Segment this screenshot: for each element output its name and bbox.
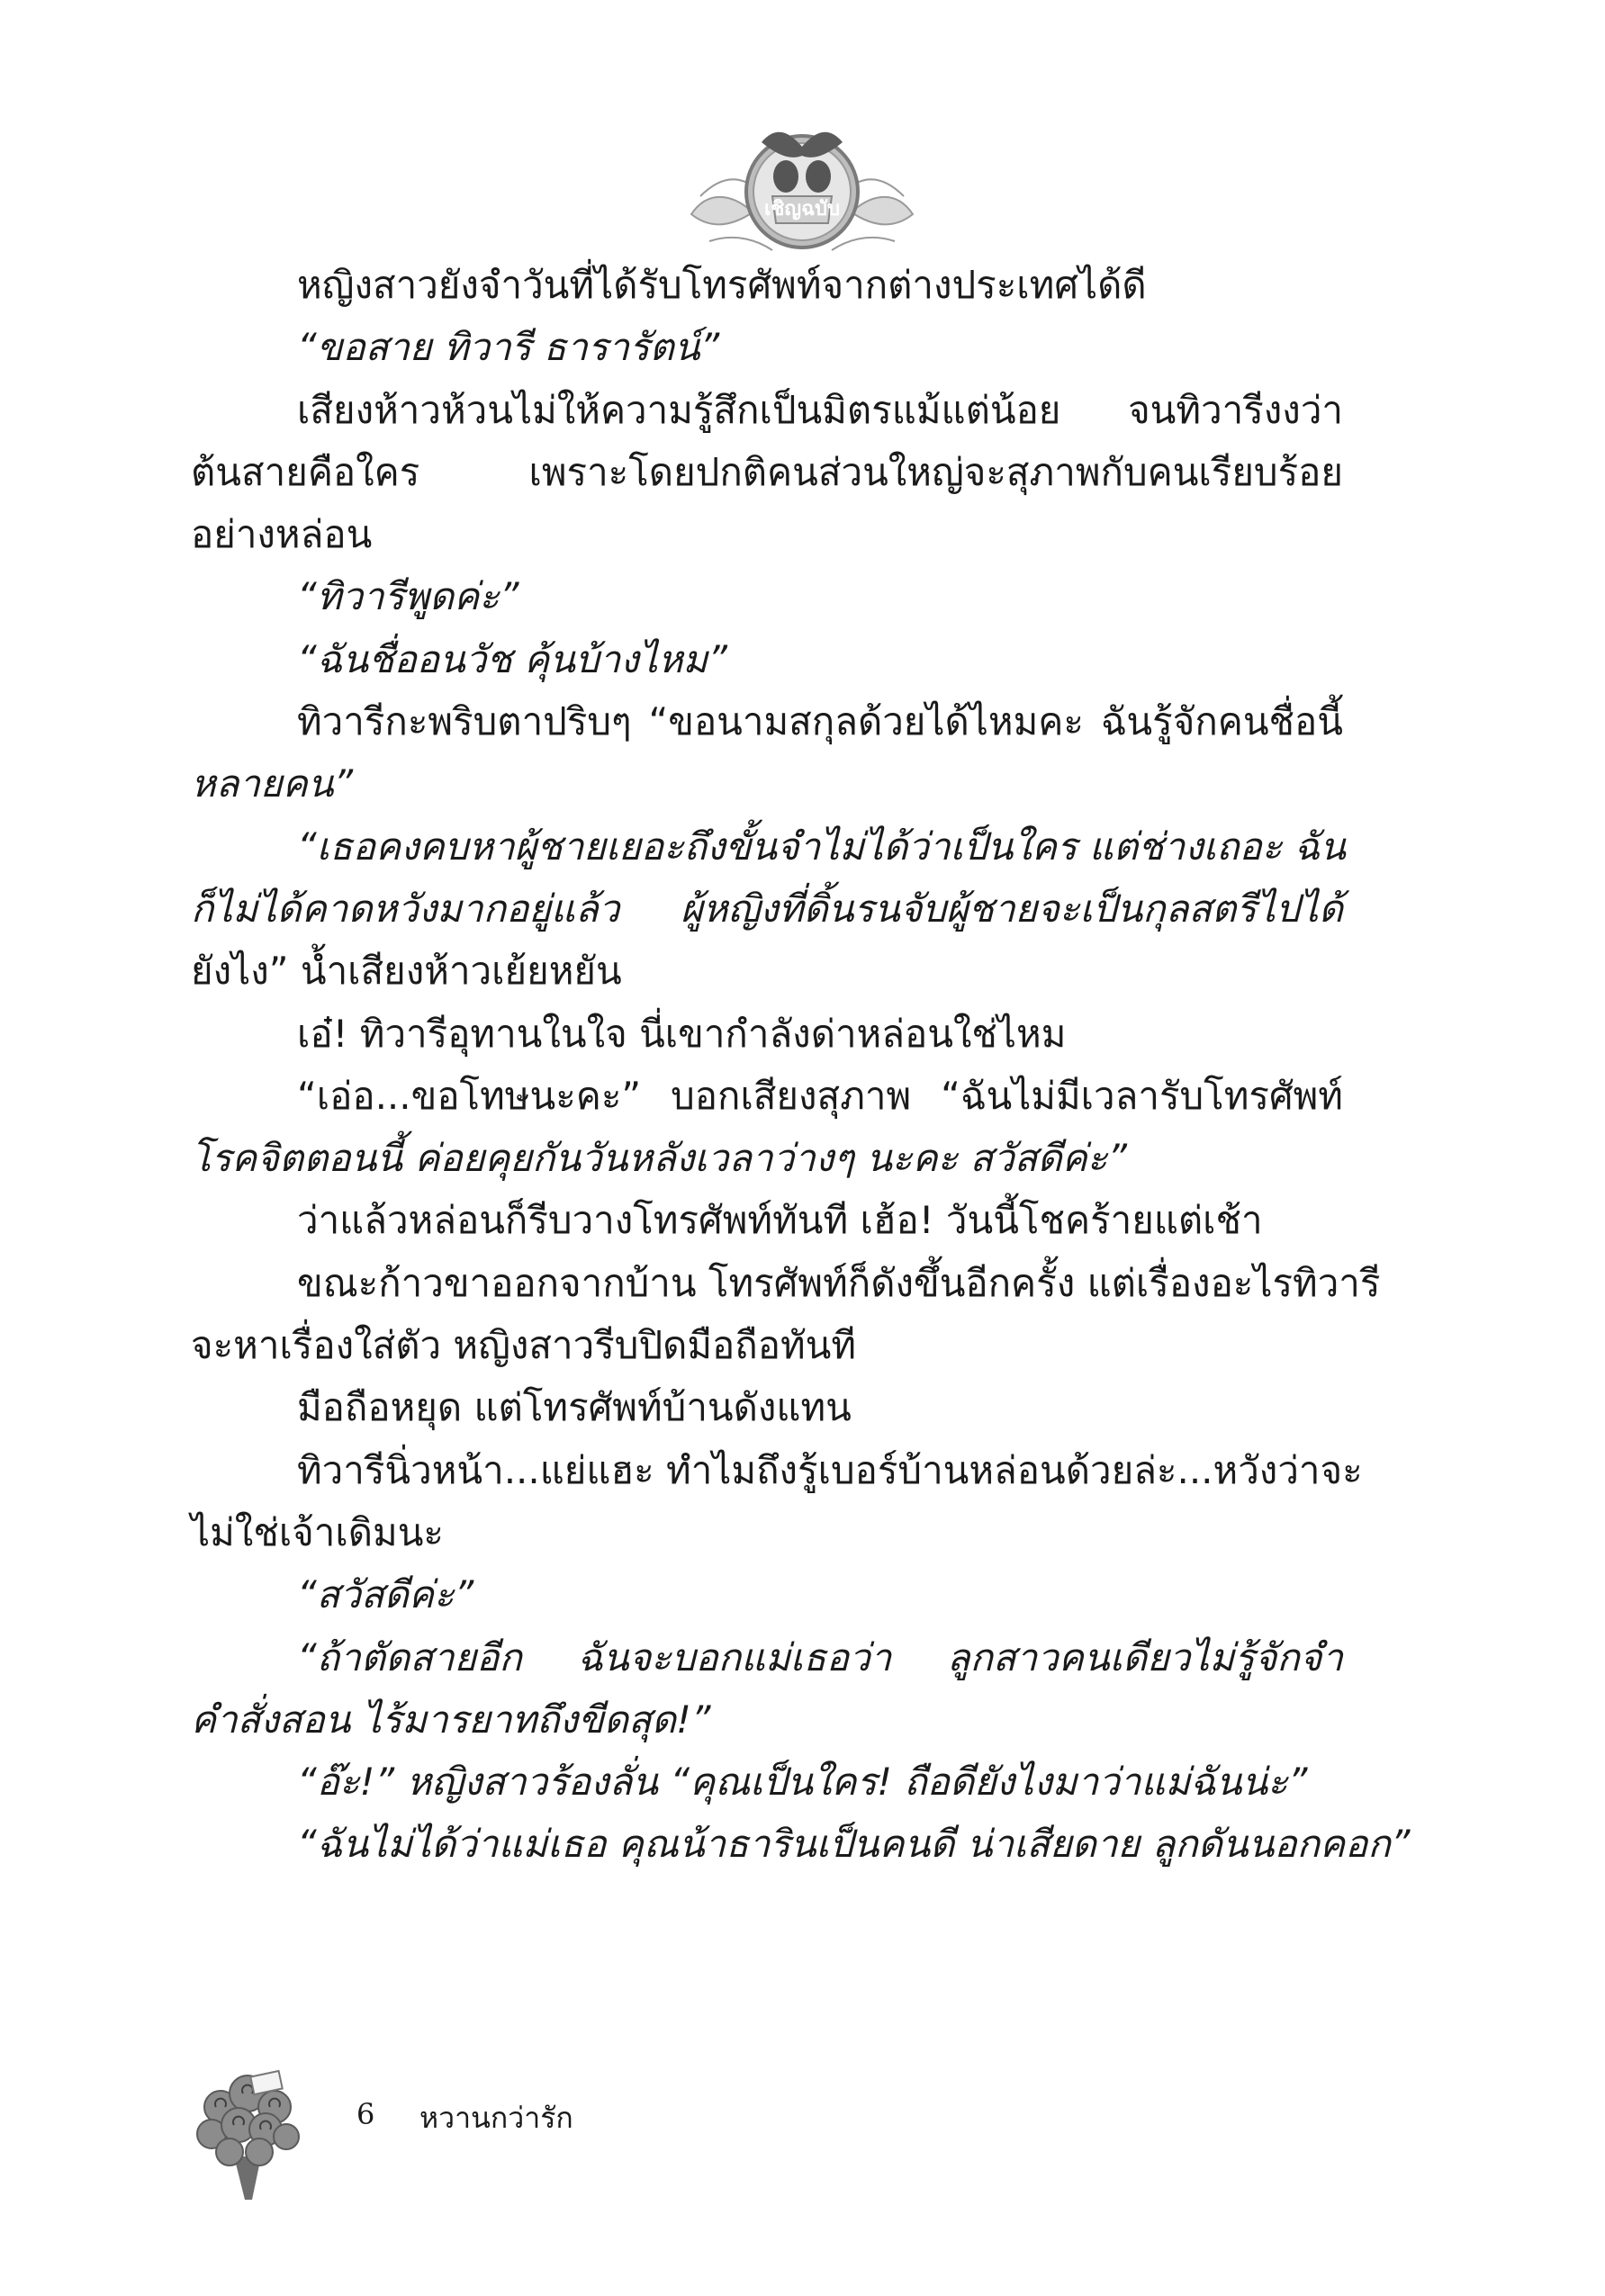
header-emblem [673, 106, 931, 266]
paragraph-line: เสียงห้าวห้วนไม่ให้ความรู้สึกเป็นมิตรแม้แต่น้อย จนทิวารีงงว่า [297, 387, 1343, 432]
body-text [191, 254, 1411, 1876]
paragraph-line: มือถือหยุด แต่โทรศัพท์บ้านดังแทน [297, 1385, 852, 1430]
dialogue-line: “ขอสาย ทิวารี ธารารัตน์” [297, 325, 720, 370]
book-title: หวานกว่ารัก [419, 2101, 573, 2135]
paragraph-line: อย่างหล่อน [191, 512, 373, 557]
dialogue-line: ก็ไม่ได้คาดหวังมากอยู่แล้ว ผู้หญิงที่ดิ้นรนจับผู้ชายจะเป็นกุลสตรีไปได้ [191, 886, 1343, 931]
paragraph-line: หญิงสาวยังจำวันที่ได้รับโทรศัพท์จากต่างประเทศได้ดี [297, 263, 1147, 307]
emblem-text: เชิญฉบับ [763, 198, 841, 221]
paragraph-line: ไม่ใช่เจ้าเดิมนะ [191, 1509, 444, 1554]
dialogue-line: “ทิวารีพูดค่ะ” [297, 574, 519, 619]
paragraph-line: ว่าแล้วหล่อนก็รีบวางโทรศัพท์ทันที เฮ้อ! วันนี้โชคร้ายแต่เช้า [297, 1198, 1263, 1243]
dialogue-line: “เธอคงคบหาผู้ชายเยอะถึงขั้นจำไม่ได้ว่าเป็นใคร แต่ช่างเถอะ ฉัน [297, 824, 1347, 869]
dialogue-line: “ฉันไม่ได้ว่าแม่เธอ คุณน้าธารินเป็นคนดี น่าเสียดาย ลูกดันนอกคอก” [297, 1822, 1411, 1867]
dialogue-line: คำสั่งสอน ไร้มารยาทถึงขีดสุด!” [191, 1697, 711, 1742]
dialogue-line: หลายคน” [191, 761, 354, 806]
paragraph-line: ทิวารีกะพริบตาปริบๆ “ขอนามสกุลด้วยได้ไหมคะ ฉันรู้จักคนชื่อนี้ [297, 699, 1343, 744]
dialogue-line: “ฉันชื่ออนวัช คุ้นบ้างไหม” [297, 636, 727, 681]
dialogue-line: “สวัสดีค่ะ” [297, 1572, 474, 1617]
paragraph-line: ยังไง” น้ำเสียงห้าวเย้ยหยัน [191, 949, 622, 994]
dialogue-line: “เอ่อ...ขอโทษนะคะ” บอกเสียงสุภาพ “ฉันไม่มีเวลารับโทรศัพท์ [297, 1073, 1343, 1118]
paragraph-line: จะหาเรื่องใส่ตัว หญิงสาวรีบปิดมือถือทันที [191, 1323, 857, 1368]
flower-bouquet-icon [189, 2057, 306, 2201]
page-footer [189, 2057, 729, 2201]
paragraph-line: ต้นสายคือใคร เพราะโดยปกติคนส่วนใหญ่จะสุภาพกับคนเรียบร้อย [191, 449, 1343, 494]
emblem-ornament-icon [673, 106, 931, 266]
page-number: 6 [356, 2097, 375, 2131]
dialogue-line: โรคจิตตอนนี้ ค่อยคุยกันวันหลังเวลาว่างๆ นะคะ สวัสดีค่ะ” [191, 1136, 1128, 1181]
dialogue-line: “อ๊ะ!” หญิงสาวร้องลั่น “คุณเป็นใคร! ถือดียังไงมาว่าแม่ฉันน่ะ” [297, 1760, 1308, 1805]
dialogue-line: “ถ้าตัดสายอีก ฉันจะบอกแม่เธอว่า ลูกสาวคนเดียวไม่รู้จักจำ [297, 1634, 1343, 1679]
paragraph-line: ทิวารีนิ่วหน้า...แย่แฮะ ทำไมถึงรู้เบอร์บ้านหล่อนด้วยล่ะ...หวังว่าจะ [297, 1447, 1363, 1492]
paragraph-line: เอ๋! ทิวารีอุทานในใจ นี่เขากำลังด่าหล่อนใช่ไหม [297, 1011, 1067, 1056]
paragraph-line: ขณะก้าวขาออกจากบ้าน โทรศัพท์ก็ดังขึ้นอีกครั้ง แต่เรื่องอะไรทิวารี [297, 1260, 1381, 1305]
